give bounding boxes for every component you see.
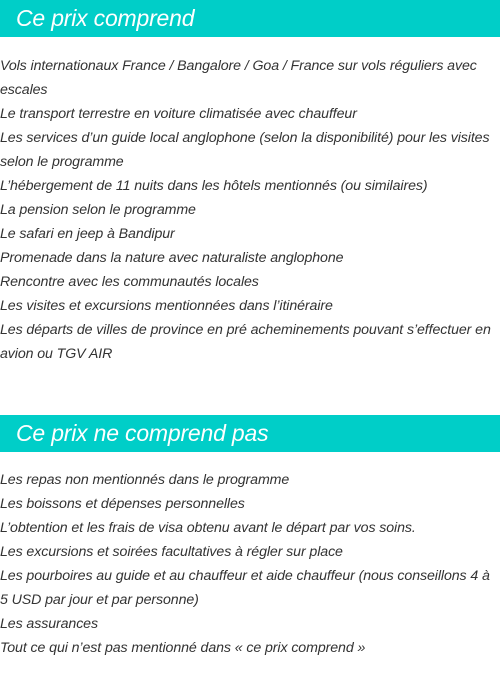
list-item: Vols internationaux France / Bangalore / Goa / France sur vols réguliers avec escales: [0, 58, 477, 98]
list-item: Les visites et excursions mentionnées dans l’itinéraire: [0, 298, 333, 314]
price-includes-list: [0, 54, 500, 366]
list-item: L’hébergement de 11 nuits dans les hôtels mentionnés (ou similaires): [0, 178, 428, 194]
price-excludes-title: Ce prix ne comprend pas: [16, 420, 269, 446]
list-item: Rencontre avec les communautés locales: [0, 274, 259, 290]
list-item: Les boissons et dépenses personnelles: [0, 496, 245, 512]
price-excludes-list: [0, 468, 500, 660]
list-item: Le safari en jeep à Bandipur: [0, 226, 175, 242]
price-includes-title: Ce prix comprend: [16, 5, 195, 31]
price-excludes-section: [0, 415, 500, 660]
list-item: Les départs de villes de province en pré acheminements pouvant s’effectuer en avion ou TGV AIR: [0, 322, 491, 362]
list-item: Les pourboires au guide et au chauffeur et aide chauffeur (nous conseillons 4 à 5 USD par jour et par personne): [0, 568, 490, 608]
list-item: L’obtention et les frais de visa obtenu avant le départ par vos soins.: [0, 520, 416, 536]
list-item: Les repas non mentionnés dans le programme: [0, 472, 290, 488]
list-item: Les services d’un guide local anglophone (selon la disponibilité) pour les visites selon le programme: [0, 130, 490, 170]
list-item: Promenade dans la nature avec naturaliste anglophone: [0, 250, 344, 266]
list-item: Les assurances: [0, 616, 98, 632]
list-item: Tout ce qui n’est pas mentionné dans « ce prix comprend »: [0, 640, 366, 656]
list-item: Les excursions et soirées facultatives à régler sur place: [0, 544, 343, 560]
list-item: La pension selon le programme: [0, 202, 196, 218]
price-includes-header: [0, 0, 500, 37]
price-excludes-header: [0, 415, 500, 452]
list-item: Le transport terrestre en voiture climatisée avec chauffeur: [0, 106, 357, 122]
